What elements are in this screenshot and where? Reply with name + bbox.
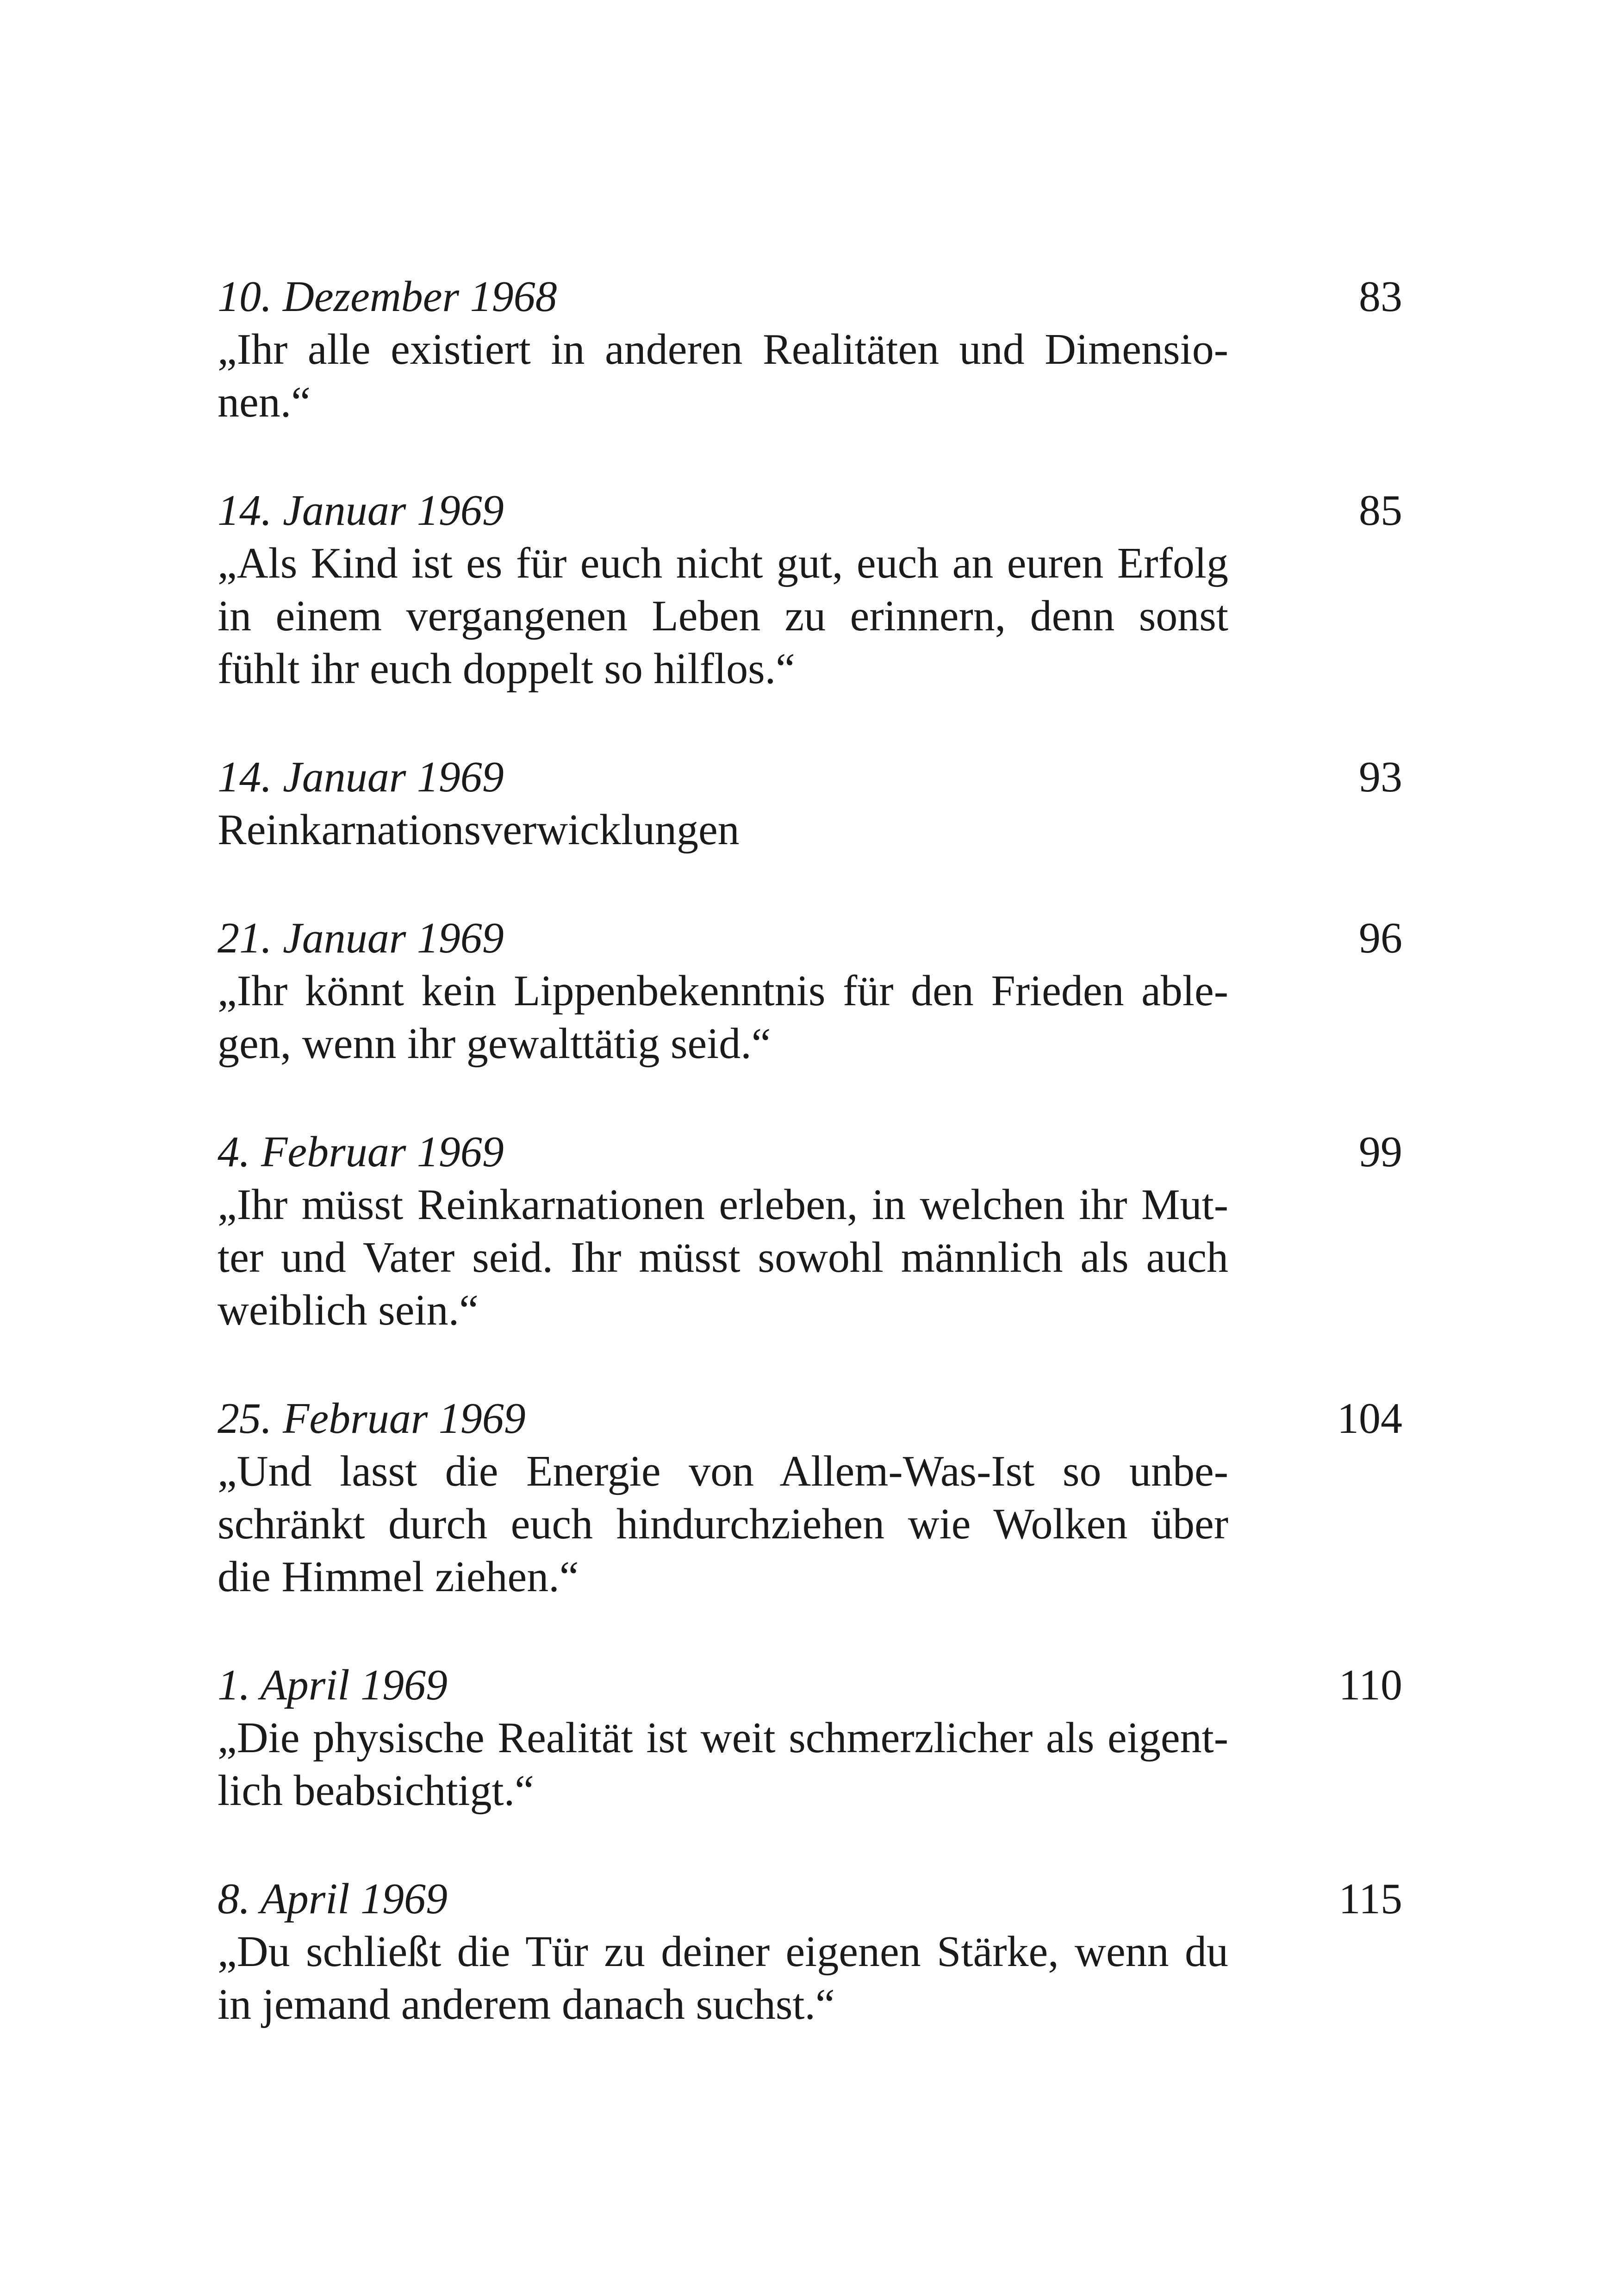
entry-page-number: 99 — [1359, 1128, 1402, 1176]
entry-date: 8. April 1969 — [218, 1875, 448, 1923]
entry-page-number: 115 — [1338, 1875, 1402, 1923]
entry-title-line: die Himmel ziehen.“ — [218, 1553, 579, 1601]
entry-title — [218, 1925, 1228, 2031]
entry-page-number: 96 — [1359, 914, 1402, 962]
entry-title-line: „Ihr müsst Reinkarnationen erleben, in welchen ihr Mut- — [218, 1181, 1228, 1229]
entry-date: 14. Januar 1969 — [218, 486, 504, 535]
entry-title-line: lich beabsichtigt.“ — [218, 1767, 534, 1815]
entry-title-line: nen.“ — [218, 378, 311, 426]
entry-title — [218, 1711, 1228, 1817]
entry-title-line: gen, wenn ihr gewalttätig seid.“ — [218, 1020, 771, 1068]
toc-entry — [218, 751, 1402, 856]
toc-entry — [218, 484, 1402, 695]
entry-title-line: „Als Kind ist es für euch nicht gut, euch an euren Erfolg — [218, 539, 1228, 587]
entry-title-line: „Die physische Realität ist weit schmerzlicher als eigent- — [218, 1714, 1228, 1762]
entry-title — [218, 323, 1228, 429]
entry-title-line: Reinkarnationsverwicklungen — [218, 806, 740, 854]
entry-date: 21. Januar 1969 — [218, 914, 504, 962]
entry-title — [218, 1445, 1228, 1603]
entry-title-line: „Ihr alle existiert in anderen Realitäten und Dimensio- — [218, 325, 1228, 373]
entry-title-line: „Du schließt die Tür zu deiner eigenen Stärke, wenn du — [218, 1928, 1228, 1976]
toc-entry — [218, 1873, 1402, 2031]
entry-title-line: „Ihr könnt kein Lippenbekenntnis für den Frieden able- — [218, 967, 1228, 1015]
entry-page-number: 85 — [1359, 486, 1402, 535]
entry-page-number: 93 — [1359, 753, 1402, 801]
entry-title — [218, 537, 1228, 695]
entry-date: 25. Februar 1969 — [218, 1394, 526, 1443]
entry-title-line: „Und lasst die Energie von Allem-Was-Ist so unbe- — [218, 1447, 1228, 1495]
entry-page-number: 104 — [1337, 1394, 1402, 1443]
toc-entry — [218, 1126, 1402, 1337]
toc-entry — [218, 1392, 1402, 1603]
entry-title-line: weiblich sein.“ — [218, 1286, 479, 1334]
toc-entry — [218, 1659, 1402, 1817]
entry-title-line: in einem vergangenen Leben zu erinnern, denn sonst — [218, 592, 1228, 640]
entry-date: 1. April 1969 — [218, 1661, 448, 1709]
entry-page-number: 83 — [1359, 273, 1402, 321]
entry-title — [218, 964, 1228, 1070]
entry-title — [218, 1178, 1228, 1337]
table-of-contents — [218, 270, 1402, 2086]
entry-date: 14. Januar 1969 — [218, 753, 504, 801]
entry-date: 10. Dezember 1968 — [218, 273, 557, 321]
toc-entry — [218, 912, 1402, 1070]
entry-title-line: ter und Vater seid. Ihr müsst sowohl männlich als auch — [218, 1233, 1228, 1282]
entry-title — [218, 803, 1228, 856]
entry-title-line: in jemand anderem danach suchst.“ — [218, 1980, 835, 2028]
entry-title-line: fühlt ihr euch doppelt so hilflos.“ — [218, 645, 795, 693]
entry-date: 4. Februar 1969 — [218, 1128, 504, 1176]
toc-entry — [218, 270, 1402, 429]
entry-page-number: 110 — [1338, 1661, 1402, 1709]
entry-title-line: schränkt durch euch hindurchziehen wie Wolken über — [218, 1500, 1228, 1548]
